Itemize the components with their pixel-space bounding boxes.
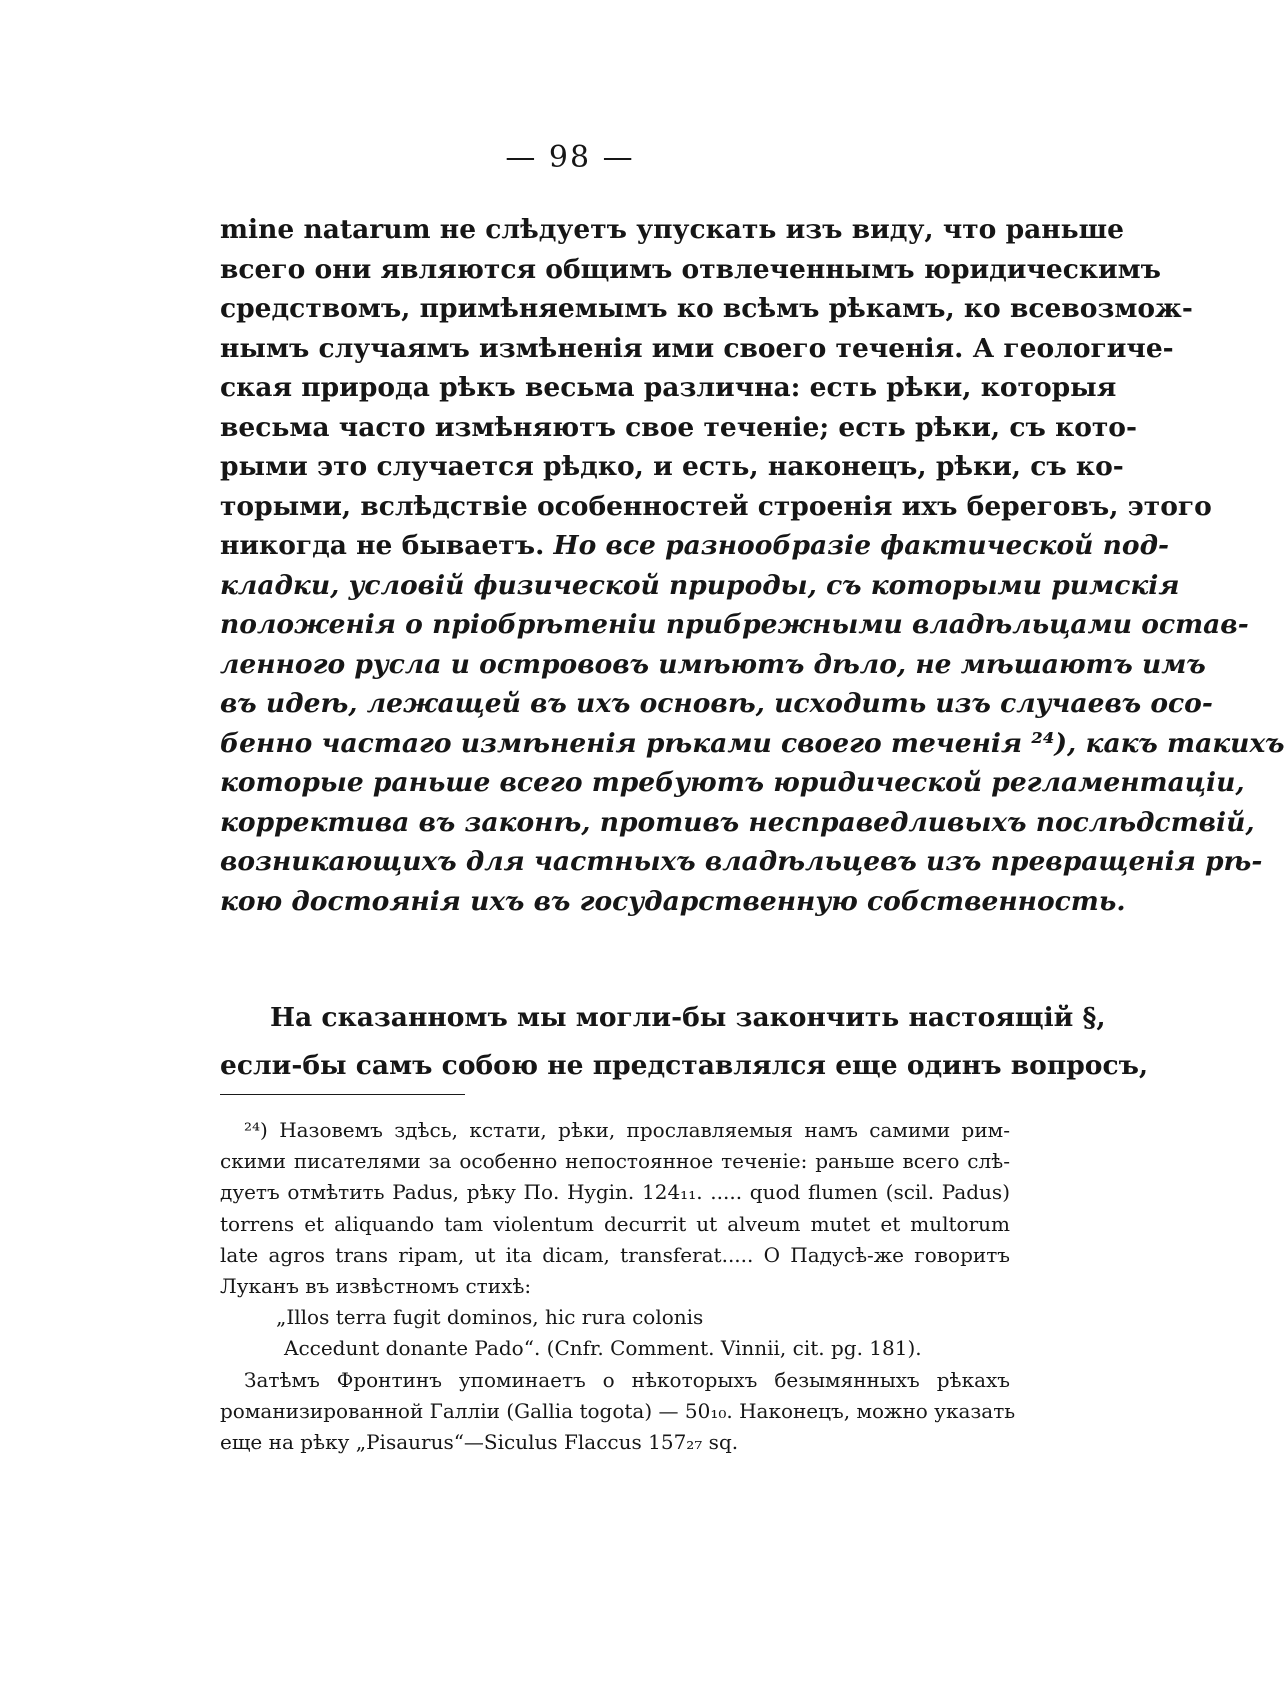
text-line: средствомъ, примѣняемымъ ко всѣмъ рѣкамъ, ко всевозмож- (220, 293, 1193, 324)
paragraph-2 (220, 1000, 1149, 1096)
text-line: ская природа рѣкъ весьма различна: есть рѣки, которыя (220, 372, 1117, 403)
text-line: рыми это случается рѣдко, и есть, наконецъ, рѣки, съ ко- (220, 451, 1124, 482)
italic-line: которые раньше всего требуютъ юридической регламентаціи, (220, 767, 1245, 798)
footnote-line: романизированной Галліи (Gallia togota) — 50₁₀. Наконецъ, можно указать (220, 1398, 1016, 1423)
text-line: всего они являются общимъ отвлеченнымъ юридическимъ (220, 253, 1161, 285)
italic-line: кою достоянія ихъ въ государственную собственность. (220, 885, 1126, 917)
italic-line: положенія о пріобрѣтеніи прибрежными владѣльцами остав- (220, 609, 1249, 640)
footnote-divider (220, 1094, 465, 1095)
italic-line: ленного русла и острововъ имѣютъ дѣло, не мѣшаютъ имъ (220, 648, 1206, 680)
text-line: торыми, вслѣдствіе особенностей строенія ихъ береговъ, этого (220, 490, 1212, 522)
text-line: весьма часто измѣняютъ свое теченіе; есть рѣки, съ кото- (220, 411, 1137, 443)
footnote-line: еще на рѣку „Pisaurus“—Siculus Flaccus 157₂₇ sq. (220, 1429, 739, 1454)
footnote-line: Луканъ въ извѣстномъ стихѣ: (220, 1273, 532, 1298)
italic-line: корректива въ законѣ, противъ несправедливыхъ послѣдствій, (220, 806, 1255, 838)
text-line: нымъ случаямъ измѣненія ими своего теченія. А геологиче- (220, 332, 1174, 364)
italic-line: въ идеѣ, лежащей въ ихъ основѣ, исходить изъ случаевъ осо- (220, 688, 1213, 719)
footnote-line: скими писателями за особенно непостоянное теченіе: раньше всего слѣ- (220, 1149, 1010, 1174)
text-line-mixed (220, 528, 1170, 568)
text-line: если-бы самъ собою не представлялся еще одинъ вопросъ, (220, 1050, 1149, 1081)
footnote-line: Затѣмъ Фронтинъ упоминаетъ о нѣкоторыхъ безымянныхъ рѣкахъ (244, 1367, 1010, 1392)
text-italic-run: Но все разнообразіе фактической под- (553, 530, 1170, 561)
text-plain-run: никогда не бываетъ. (220, 530, 545, 561)
footnote-line: ²⁴) Назовемъ здѣсь, кстати, рѣки, прославляемыя намъ самими рим- (244, 1118, 1010, 1142)
page-number: — 98 — (505, 140, 635, 175)
paragraph-1 (220, 212, 1285, 923)
footnote (220, 1118, 1016, 1461)
footnote-verse-line: Accedunt donante Pado“. (Cnfr. Comment. Vinnii, cit. pg. 181). (284, 1336, 922, 1361)
italic-line: бенно частаго измѣненія рѣками своего теченія ²⁴), какъ такихъ (220, 727, 1285, 759)
footnote-line: torrens et aliquando tam violentum decurrit ut alveum mutet et multorum (220, 1211, 1010, 1236)
italic-line: кладки, условій физической природы, съ которыми римскія (220, 569, 1180, 601)
footnote-verse-line: „Illos terra fugit dominos, hic rura colonis (276, 1305, 704, 1330)
footnote-line: дуетъ отмѣтить Padus, рѣку По. Hygin. 124₁₁. ..... quod flumen (scil. Padus) (220, 1180, 1010, 1205)
text-line: mine natarum не слѣдуетъ упускать изъ виду, что раньше (220, 214, 1125, 245)
italic-line: возникающихъ для частныхъ владѣльцевъ изъ превращенія рѣ- (220, 846, 1263, 877)
text-line: На сказанномъ мы могли-бы закончить настоящій §, (270, 1002, 1106, 1033)
footnote-line: late agros trans ripam, ut ita dicam, transferat..... О Падусѣ-же говоритъ (220, 1242, 1010, 1267)
